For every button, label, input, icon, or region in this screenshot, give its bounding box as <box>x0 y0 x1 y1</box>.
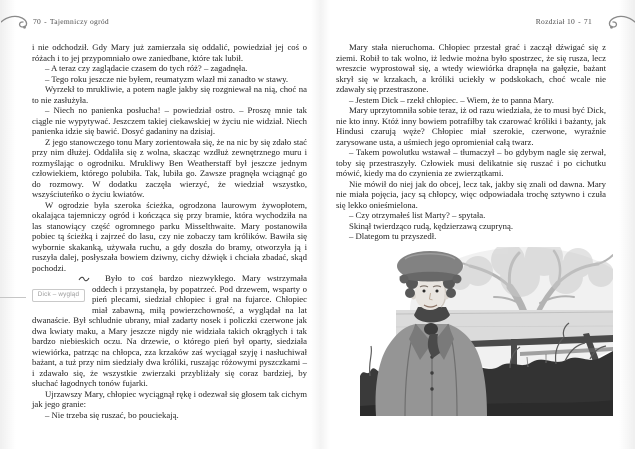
header-flourish-right-icon <box>605 15 635 31</box>
running-head-right <box>536 17 592 26</box>
paragraph: Z jego stanowczego tonu Mary zorientowała się, że na nic by się zdało stać przy nim dłużej. Oddaliła się z wolna, skacząc wzdłuż zewnętrznego muru i rozmyślając o ogrodniku. Mrukliwy Ben Weatherstaff był jeszcze jednym człowiekiem, którego polubiła. Tak, lubiła go. Zawsze pragnęła wciągnąć go do rozmowy. W dodatku zaczęła wierzyć, że wiedział wszystko, wszyściuteńko o życiu kwiatów. <box>32 136 307 199</box>
page-right <box>336 16 606 416</box>
page-number-right: 71 <box>583 17 592 26</box>
paragraph: – Dlategom tu przyszedł. <box>349 231 437 241</box>
paragraph: Wyrzekł to mrukliwie, a potem nagle jakby się rozgniewał na nią, choć na to nie zasłużyła. <box>32 84 307 105</box>
page-left <box>32 16 307 420</box>
paragraph: Mary stała nieruchoma. Chłopiec przestał grać i zaczął dźwigać się z ziemi. Robił to tak wolno, iż ledwie można było spostrzec, że się rusza, lecz wreszcie wyprostował się, a wtedy wiewiórka drapnęła na gałęzie, bażant skrył się w krzakach, a króliki uciekły w podskokach, choć wcale nie zdawały się przestraszone. <box>336 42 606 94</box>
paragraph: – Czy otrzymałeś list Marty? – spytała. <box>349 210 486 220</box>
illustration-dick-portrait <box>360 247 613 416</box>
paragraph: – Tego roku jeszcze nie byłem, reumatyzm wlazł mi zanadto w stawy. <box>45 73 289 84</box>
paragraph: Nie mówił do niej jak do obcej, lecz tak, jakby się znali od dawna. Mary nie miała pojęcia, jacy są chłopcy, więc odpowiadała trochę sztywno i czuła się lekko onieśmielona. <box>336 178 606 210</box>
paragraph: W ogrodzie była szeroka ścieżka, ogrodzona laurowym żywopłotem, okalająca tajemniczy ogród i kończąca się przy bramie, która wychodziła na las stanowiący część ogromnego parku Misselthwaite. Mary postanowiła pobiec tą ścieżką i zajrzeć do lasu, czy nie zobaczy tam królików. Bawiła się wybornie skakanką, używała ruchu, a gdy doszła do bramy, otworzyła ją i ruszyła dalej, posłyszała bowiem dziwny, cichy dźwięk i chciała zbadać, skąd pochodzi. <box>32 199 307 273</box>
paragraph-with-margin-note <box>32 273 307 389</box>
paragraph: – A teraz czy zaglądacie czasem do tych róż? – zagadnęła. <box>45 63 248 73</box>
margin-note-anchor <box>32 284 92 314</box>
chapter-label: Rozdział 10 <box>535 17 576 26</box>
paragraph: – Takem powolutku wstawał – tłumaczył – bo gdybym nagle się zerwał, toby się przestraszyły. Człowiek musi delikatnie się ruszać i po cichutku mówić, kiedy ma do czynienia ze zwierzątkami. <box>336 147 606 178</box>
page-number-left: 70 <box>33 17 42 26</box>
header-separator: - <box>578 17 581 26</box>
margin-note-box <box>32 289 85 302</box>
page-left-header <box>32 16 307 28</box>
paragraph: – Jestem Dick – rzekł chłopiec. – Wiem, że to panna Mary. <box>349 94 554 105</box>
paragraph: i nie odchodził. Gdy Mary już zamierzała się oddalić, powiedział jej coś o różach i to jej przypomniało owe zaniedbane, które tak lubił. <box>32 42 307 63</box>
left-page-text <box>32 42 307 420</box>
paragraph: – Niech no panienka posłucha! – powiedział ostro. – Proszę mnie tak ciągle nie wypytywać. Jeszczem takiej ciekawskiej w życiu nie widział. Niech panienka idzie się bawić. Dosyć gadaniny na dzisiaj. <box>32 105 307 136</box>
book-title: Tajemniczy ogród <box>49 17 109 26</box>
right-page-text <box>336 42 606 242</box>
running-head-left <box>33 17 109 26</box>
header-flourish-left-icon <box>1 15 31 31</box>
paragraph: Mary uprzytomniła sobie teraz, iż od razu wiedziała, że to musi być Dick, nie kto inny. Któż inny bowiem potrafiłby tak czarować króliki i bażanty, jak Hindusi czarują węże? Chłopiec miał szerokie, czerwone, wyraźnie zarysowane usta, a uśmiech jego opromieniał całą twarz. <box>336 105 606 147</box>
margin-note-edge-line <box>0 297 26 298</box>
annotation-squiggle-icon <box>65 276 90 282</box>
page-right-header <box>336 16 606 28</box>
paragraph: Skinął twierdząco rudą, kędzierzawą czupryną. <box>349 220 514 231</box>
margin-note-label: Dick – wygląd <box>37 291 80 299</box>
header-separator: - <box>44 17 47 26</box>
paragraph: Ujrzawszy Mary, chłopiec wyciągnął rękę i odezwał się głosem tak cichym jak jego granie: <box>32 388 307 409</box>
paragraph: – Nie trzeba się ruszać, bo pouciekają. <box>45 409 179 420</box>
paragraph-text: Było to coś bardzo niezwykłego. Mary wstrzymała oddech i przystanęła, by popatrzeć. Pod drzewem, wsparty o pień plecami, siedział chłopiec i grał na fujarce. Chłopiec miał zabawną, miłą powierzchowność, a wyglądał na lat dwanaście. Był schludnie ubrany, miał zadarty nosek i policzki czerwone jak dwa kwiaty maku, a Mary jeszcze nigdy nie widziała takich okrągłych i tak bardzo niebieskich oczu. Na drzewie, o którego pień był oparty, siedziała wiewiórka, patrząc na chłopca, zza krzaków zaś wyciągał szyję i nasłuchiwał bażant, a tuż przy nim siedziały dwa króliki, ruszając różowymi pyszczkami – i zdawało się, że wszystkie zwierzaki przybliżały się coraz bardziej, by słuchać łagodnych tonów fujarki. <box>32 273 307 388</box>
